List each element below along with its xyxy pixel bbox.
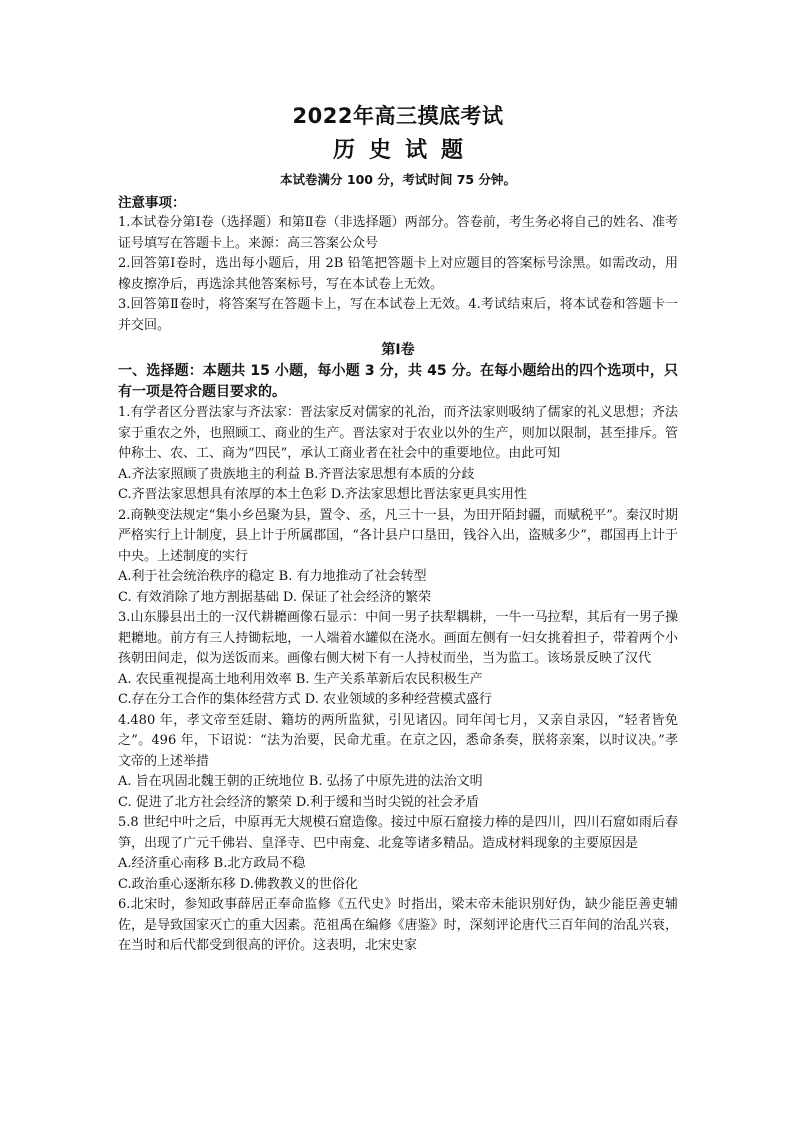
notice-item: 1.本试卷分第Ⅰ卷（选择题）和第Ⅱ卷（非选择题）两部分。答卷前，考生务必将自己的姓名、准考证号填写在答题卡上。来源：高三答案公众号 xyxy=(118,215,678,251)
question-options-row: A.利于社会统治秩序的稳定 B. 有力地推动了社会转型 xyxy=(118,569,427,584)
notice-heading: 注意事项： xyxy=(118,195,186,211)
question-options-row: A.齐法家照顾了贵族地主的利益 B.齐晋法家思想有本质的分歧 xyxy=(118,466,475,482)
question-3 xyxy=(118,608,678,711)
question-options-row: A. 农民重视提高土地利用效率 B. 生产关系革新后农民积极生产 xyxy=(118,671,483,687)
question-options-row: C. 促进了北方社会经济的繁荣 D.利于缓和当时尖锐的社会矛盾 xyxy=(118,794,479,810)
question-options-row: C.齐晋法家思想具有浓厚的本土色彩 D.齐法家思想比晋法家更具实用性 xyxy=(118,487,527,502)
subject-title: 历史试题 xyxy=(332,138,477,163)
question-stem: 4.480 年，孝文帝至廷尉、籍坊的两所监狱，引见诸囚。同年闰七月，又亲自录囚，“轻者皆免之”。496 年，下诏说：“法为治要，民命尤重。在京之囚，悉命条奏，朕将亲案，以时议决。”孝文帝的上述举措 xyxy=(118,712,678,769)
question-stem: 6.北宋时，参知政事薛居正奉命监修《五代史》时指出，梁末帝未能识别好伪，缺少能臣善吏辅佐，是导致国家灭亡的重大因素。范祖禹在编修《唐鉴》时，深刻评论唐代三百年间的治乱兴衰，在当时和后代都受到很高的评价。这表明，北宋史家 xyxy=(118,897,678,953)
question-stem: 1.有学者区分晋法家与齐法家：晋法家反对儒家的礼治，而齐法家则吸纳了儒家的礼义思想；齐法家于重农之外，也照顾工、商业的生产。晋法家对于农业以外的生产，则加以限制，甚至排斥。管仲称士、农、工、商为“四民”，承认工商业者在社会中的重要地位。由此可知 xyxy=(118,405,678,461)
question-4 xyxy=(118,711,678,814)
question-2 xyxy=(118,506,678,609)
question-options-row: A.经济重心南移 B.北方政局不稳 xyxy=(118,856,306,871)
question-stem: 5.8 世纪中叶之后，中原再无大规模石窟造像。接过中原石窟接力棒的是四川，四川石窟如雨后春笋，出现了广元千佛岩、皇泽寺、巴中南龛、北龛等诸多精品。造成材料现象的主要原因是 xyxy=(118,815,678,851)
section-title: 第Ⅰ卷 xyxy=(381,342,415,358)
question-options-row: C. 有效消除了地方割据基础 D. 保证了社会经济的繁荣 xyxy=(118,589,432,605)
exam-title: 2022年高三摸底考试 xyxy=(292,104,504,128)
question-stem: 3.山东滕县出土的一汉代耕耱画像石显示：中间一男子扶犁耦耕，一牛一马拉犁，其后有一男子操耙耱地。前方有三人持锄耘地，一人端着水罐似在浇水。画面左侧有一妇女挑着担子，带着两个小孩朝田间走，似为送饭而来。画像右侧大树下有一人持杖而坐，当为监工。该场景反映了汉代 xyxy=(118,610,678,666)
question-stem: 2.商鞅变法规定“集小乡邑聚为县，置令、丞，凡三十一县，为田开陌封疆，而赋税平”。秦汉时期严格实行上计制度，县上计于所属郡国，“各计县户口垦田，钱谷入出，盗贼多少”，郡国再上计于中央。上述制度的实行 xyxy=(118,507,678,564)
question-6 xyxy=(118,895,678,957)
section-instructions: 一、选择题：本题共 15 小题，每小题 3 分，共 45 分。在每小题给出的四个选项中，只有一项是符合题目要求的。 xyxy=(118,363,678,400)
question-options-row: C.政治重心逐渐东移 D.佛教教义的世俗化 xyxy=(118,876,358,892)
question-1 xyxy=(118,403,678,506)
notice-item: 2.回答第Ⅰ卷时，选出每小题后，用 2B 铅笔把答题卡上对应题目的答案标号涂黑。如需改动，用橡皮擦净后，再选涂其他答案标号，写在本试卷上无效。 xyxy=(118,256,678,292)
exam-time-note: 本试卷满分 100 分，考试时间 75 分钟。 xyxy=(280,172,516,187)
question-options-row: C.存在分工合作的集体经营方式 D. 农业领域的多种经营模式盛行 xyxy=(118,692,492,707)
notice-item: 3.回答第Ⅱ卷时，将答案写在答题卡上，写在本试卷上无效。4.考试结束后，将本试卷和答题卡一并交回。 xyxy=(118,297,678,333)
exam-page xyxy=(118,102,678,957)
question-options-row: A. 旨在巩固北魏王朝的正统地位 B. 弘扬了中原先进的法治文明 xyxy=(118,774,483,789)
question-5 xyxy=(118,813,678,895)
